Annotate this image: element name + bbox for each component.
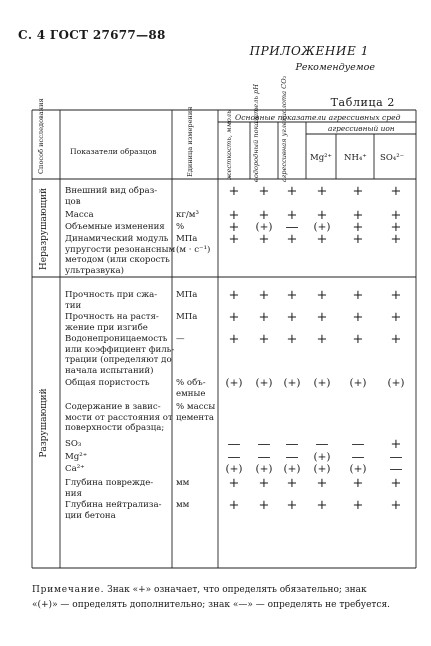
row-label: начала испытаний) <box>65 365 154 376</box>
row-unit: — <box>176 334 185 344</box>
row-label: жение при изгибе <box>65 322 148 333</box>
row-label: Масса <box>65 210 94 220</box>
row-value: — <box>351 437 365 452</box>
row-value: + <box>228 232 240 247</box>
row-value: + <box>316 310 328 325</box>
col-unit-header: Единица измерения <box>186 106 194 177</box>
row-value: + <box>286 184 298 199</box>
row-value: + <box>228 476 240 491</box>
col-nh4-header: NH₄⁺ <box>344 153 367 163</box>
row-value: + <box>286 476 298 491</box>
row-value: (+) <box>349 377 367 389</box>
row-value: (+) <box>283 463 301 475</box>
row-label: Динамический модуль <box>65 234 169 244</box>
row-unit: МПа <box>176 312 198 322</box>
section-nondestructive: Неразрушающий <box>39 187 49 271</box>
row-label: трации (определяют до <box>65 355 172 366</box>
footnote-text-1: Знак «+» означает, что определять обязательно; знак <box>104 585 367 595</box>
row-value: — <box>285 220 299 235</box>
row-label: Содержание в завис- <box>65 402 161 412</box>
row-value: + <box>316 232 328 247</box>
row-label: ния <box>65 488 82 499</box>
row-value: — <box>285 450 299 465</box>
row-unit: мм <box>176 478 190 488</box>
row-unit: МПа <box>176 290 198 300</box>
row-value: — <box>351 450 365 465</box>
col-hardness-header: жесткость, ммоль <box>225 110 233 180</box>
footnote-text-2: «(+)» — определять дополнительно; знак «—» — определять не требуется. <box>32 600 390 610</box>
row-value: — <box>257 437 271 452</box>
row-value: + <box>316 208 328 223</box>
col-ph-header: водородный показатель pH <box>252 83 260 182</box>
col-method-header: Способ исследования <box>37 98 45 174</box>
row-label: ультразвука) <box>65 265 125 276</box>
row-value: + <box>316 332 328 347</box>
row-label: Прочность при сжа- <box>65 290 158 300</box>
row-unit: цемента <box>176 412 214 423</box>
row-value: + <box>258 498 270 513</box>
row-value: + <box>352 208 364 223</box>
row-value: (+) <box>255 463 273 475</box>
row-label: методом (или скорость <box>65 255 170 266</box>
table-caption: Таблица 2 <box>330 96 395 109</box>
row-value: + <box>316 476 328 491</box>
footnote <box>32 583 414 613</box>
row-value: + <box>352 332 364 347</box>
row-value: + <box>286 232 298 247</box>
row-value: — <box>315 437 329 452</box>
row-unit: % <box>176 222 185 232</box>
row-unit: (м · с⁻¹) <box>176 244 211 255</box>
col-group-header: Основные показатели агрессивных сред <box>235 113 401 122</box>
row-label: цов <box>65 196 81 207</box>
row-value: — <box>389 462 403 477</box>
row-value: + <box>228 498 240 513</box>
row-label: или коэффициент филь- <box>65 344 175 355</box>
row-label: упругости резонансным <box>65 244 176 255</box>
row-value: + <box>258 208 270 223</box>
row-value: + <box>352 220 364 235</box>
row-value: (+) <box>283 377 301 389</box>
row-value: + <box>228 288 240 303</box>
row-value: + <box>258 310 270 325</box>
row-value: + <box>390 437 402 452</box>
row-value: + <box>352 232 364 247</box>
row-value: — <box>285 437 299 452</box>
row-value: + <box>228 184 240 199</box>
row-value: (+) <box>313 221 331 233</box>
row-unit: МПа <box>176 234 198 244</box>
row-label: поверхности образца; <box>65 423 165 434</box>
row-value: + <box>258 332 270 347</box>
row-label: мости от расстояния от <box>65 412 173 423</box>
footnote-lead: Примечание. <box>32 585 105 595</box>
row-value: + <box>390 332 402 347</box>
row-label: Ca²⁺ <box>65 464 85 474</box>
row-unit: % объ- <box>176 378 206 388</box>
row-value: — <box>227 450 241 465</box>
row-value: + <box>286 208 298 223</box>
row-value: + <box>390 498 402 513</box>
row-label: Водонепроницаемость <box>65 334 168 344</box>
row-value: + <box>352 288 364 303</box>
col-co2-header: агрессивная углекислота CO₂ <box>280 75 288 182</box>
row-value: + <box>390 220 402 235</box>
row-value: + <box>228 332 240 347</box>
row-value: + <box>228 310 240 325</box>
row-label: Mg²⁺ <box>65 452 88 462</box>
row-value: (+) <box>313 451 331 463</box>
row-value: + <box>390 476 402 491</box>
page-header: С. 4 ГОСТ 27677—88 <box>18 28 166 42</box>
col-so4-header: SO₄²⁻ <box>380 153 405 163</box>
row-value: (+) <box>387 377 405 389</box>
row-value: (+) <box>225 377 243 389</box>
row-value: + <box>286 310 298 325</box>
row-value: + <box>352 476 364 491</box>
row-value: (+) <box>255 377 273 389</box>
row-unit: % массы <box>176 402 216 412</box>
row-value: + <box>258 232 270 247</box>
row-label: ции бетона <box>65 510 116 521</box>
row-value: (+) <box>349 463 367 475</box>
row-value: + <box>258 184 270 199</box>
row-value: + <box>316 288 328 303</box>
row-label: тии <box>65 300 82 311</box>
appendix-subtitle: Рекомендуемое <box>295 62 375 73</box>
row-label: Внешний вид образ- <box>65 186 158 196</box>
row-label: Прочность на растя- <box>65 312 159 322</box>
col-indicators-header: Показатели образцов <box>70 147 157 156</box>
row-value: + <box>316 498 328 513</box>
row-value: (+) <box>313 463 331 475</box>
row-value: + <box>286 332 298 347</box>
col-ion-group-header: агрессивный ион <box>328 124 395 133</box>
row-value: + <box>390 184 402 199</box>
appendix-title: ПРИЛОЖЕНИЕ 1 <box>249 44 369 58</box>
row-value: + <box>228 220 240 235</box>
row-label: Объемные изменения <box>65 222 165 232</box>
row-label: SO₃ <box>65 439 82 449</box>
row-value: + <box>286 288 298 303</box>
row-value: + <box>258 476 270 491</box>
row-value: (+) <box>225 463 243 475</box>
row-value: + <box>390 208 402 223</box>
section-destructive: Разрушающий <box>39 388 49 458</box>
row-label: Общая пористость <box>65 378 150 388</box>
row-value: + <box>258 288 270 303</box>
row-value: — <box>227 437 241 452</box>
row-value: — <box>257 450 271 465</box>
row-value: + <box>352 184 364 199</box>
row-label: Глубина поврежде- <box>65 478 154 488</box>
row-value: + <box>286 498 298 513</box>
row-value: + <box>390 232 402 247</box>
row-value: — <box>389 450 403 465</box>
row-value: + <box>390 288 402 303</box>
row-unit: мм <box>176 500 190 510</box>
col-mg-header: Mg²⁺ <box>310 153 333 163</box>
row-value: (+) <box>313 377 331 389</box>
row-value: + <box>390 310 402 325</box>
row-label: Глубина нейтрализа- <box>65 500 162 510</box>
row-value: + <box>316 184 328 199</box>
row-unit: емные <box>176 388 206 399</box>
row-value: + <box>352 310 364 325</box>
row-value: + <box>352 498 364 513</box>
row-value: (+) <box>255 221 273 233</box>
row-value: + <box>228 208 240 223</box>
row-unit: кг/м³ <box>176 210 199 220</box>
